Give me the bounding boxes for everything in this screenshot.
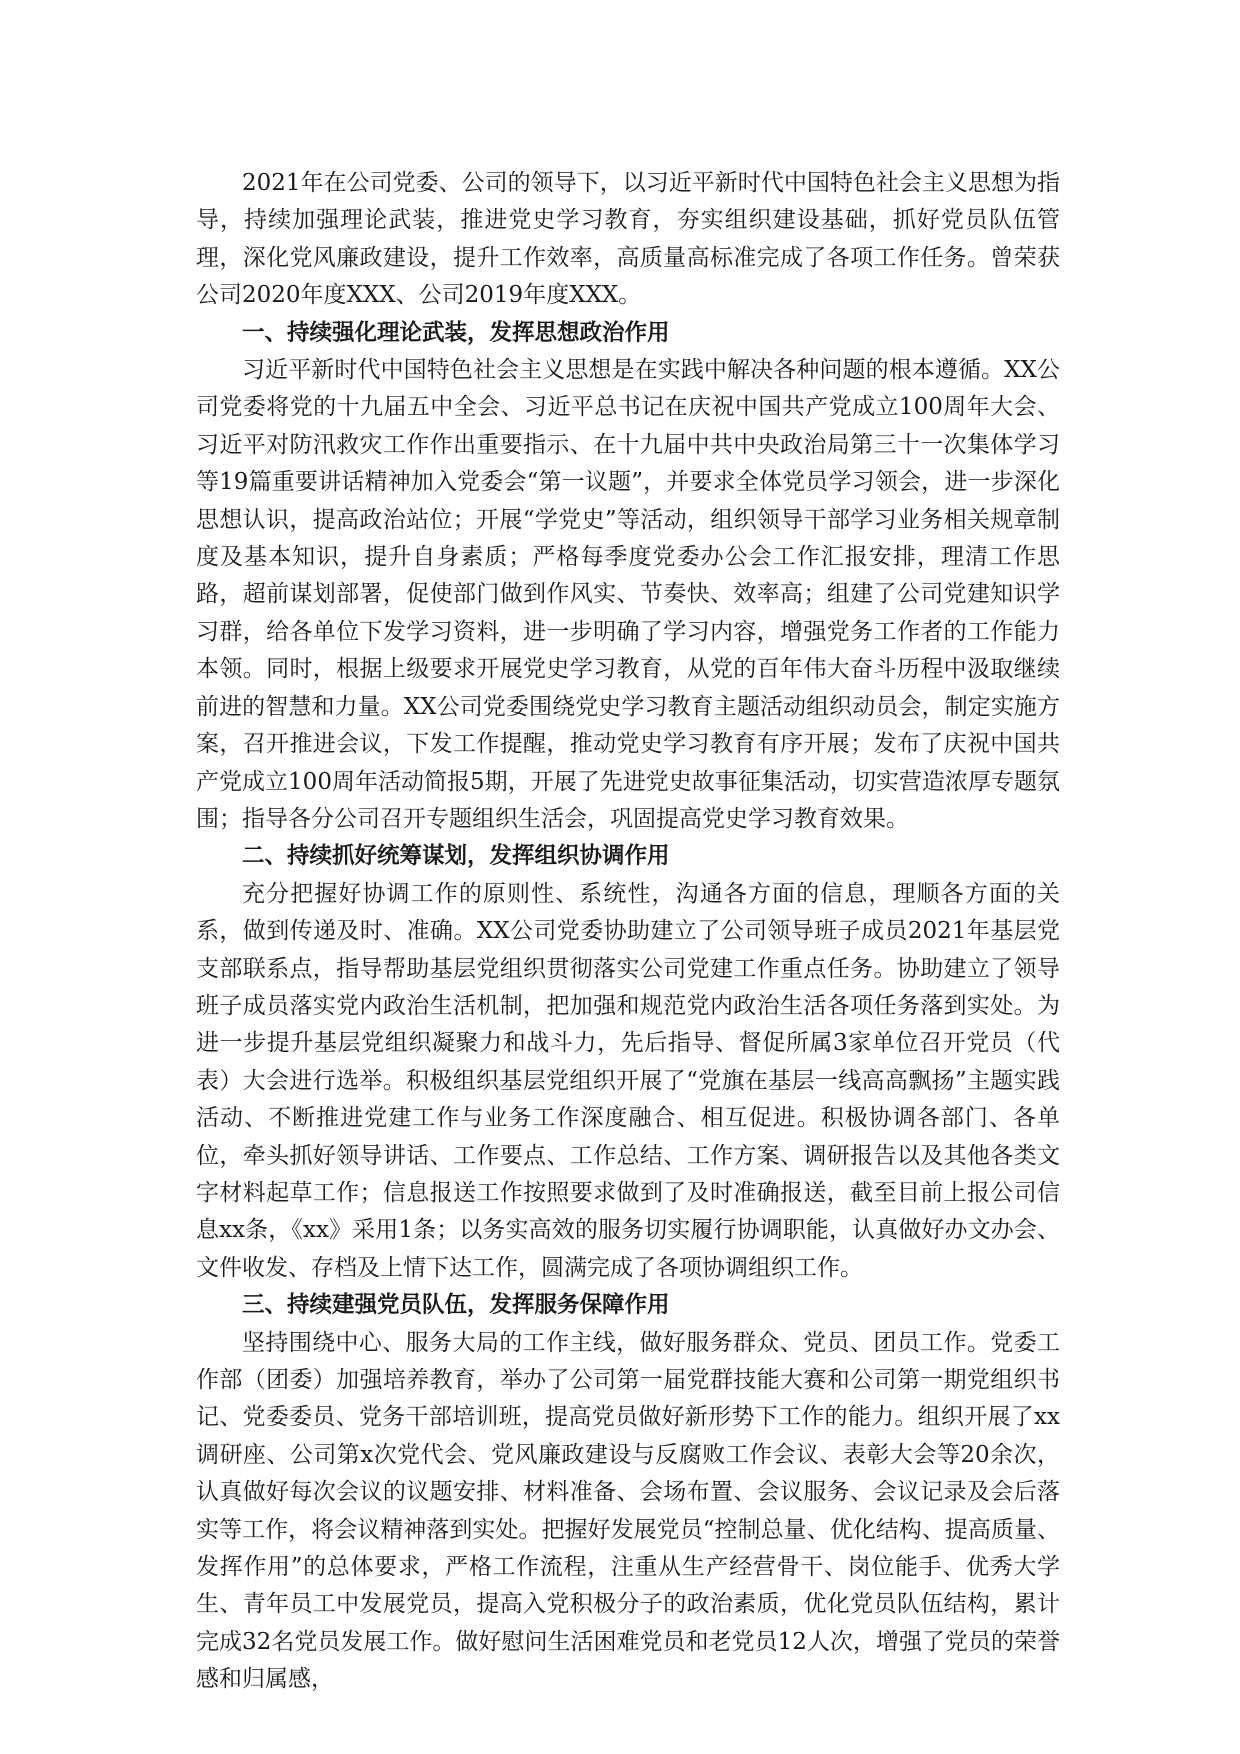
- section-3-body: 坚持围绕中心、服务大局的工作主线，做好服务群众、党员、团员工作。党委工作部（团委）加强培养教育，举办了公司第一届党群技能大赛和公司第一期党组织书记、党委委员、党务干部培训班，提高党员做好新形势下工作的能力。组织开展了xx调研座、公司第x次党代会、党风廉政建设与反腐败工作会议、表彰大会等20余次，认真做好每次会议的议题安排、材料准备、会场布置、会议服务、会议记录及会后落实等工作，将会议精神落到实处。把握好发展党员“控制总量、优化结构、提高质量、发挥作用”的总体要求，严格工作流程，注重从生产经营骨干、岗位能手、优秀大学生、青年员工中发展党员，提高入党积极分子的政治素质，优化党员队伍结构，累计完成32名党员发展工作。做好慰问生活困难党员和老党员12人次，增强了党员的荣誉感和归属感，: [196, 1329, 1060, 1693]
- section-1-body: 习近平新时代中国特色社会主义思想是在实践中解决各种问题的根本遵循。XX公司党委将党的十九届五中全会、习近平总书记在庆祝中国共产党成立100周年大会、习近平对防汛救灾工作作出重要指示、在十九届中共中央政治局第三十一次集体学习等19篇重要讲话精神加入党委会“第一议题”，并要求全体党员学习领会，进一步深化思想认识，提高政治站位；开展“学党史”等活动，组织领导干部学习业务相关规章制度及基本知识，提升自身素质；严格每季度党委办公会工作汇报安排，理清工作思路，超前谋划部署，促使部门做到作风实、节奏快、效率高；组建了公司党建知识学习群，给各单位下发学习资料，进一步明确了学习内容，增强党务工作者的工作能力本领。同时，根据上级要求开展党史学习教育，从党的百年伟大奋斗历程中汲取继续前进的智慧和力量。XX公司党委围绕党史学习教育主题活动组织动员会，制定实施方案，召开推进会议，下发工作提醒，推动党史学习教育有序开展；发布了庆祝中国共产党成立100周年活动简报5期，开展了先进党史故事征集活动，切实营造浓厚专题氛围；指导各分公司召开专题组织生活会，巩固提高党史学习教育效果。: [196, 357, 1060, 832]
- intro-paragraph: 2021年在公司党委、公司的领导下，以习近平新时代中国特色社会主义思想为指导，持续加强理论武装，推进党史学习教育，夯实组织建设基础，抓好党员队伍管理，深化党风廉政建设，提升工作效率，高质量高标准完成了各项工作任务。曾荣获公司2020年度XXX、公司2019年度XXX。: [196, 170, 1060, 309]
- section-2-heading: 二、持续抓好统筹谋划，发挥组织协调作用: [242, 843, 670, 870]
- section-1-heading: 一、持续强化理论武装，发挥思想政治作用: [242, 319, 670, 346]
- section-2-body: 充分把握好协调工作的原则性、系统性，沟通各方面的信息，理顺各方面的关系，做到传递及时、准确。XX公司党委协助建立了公司领导班子成员2021年基层党支部联系点，指导帮助基层党组织贯彻落实公司党建工作重点任务。协助建立了领导班子成员落实党内政治生活机制，把加强和规范党内政治生活各项任务落到实处。为进一步提升基层党组织凝聚力和战斗力，先后指导、督促所属3家单位召开党员（代表）大会进行选举。积极组织基层党组织开展了“党旗在基层一线高高飘扬”主题实践活动、不断推进党建工作与业务工作深度融合、相互促进。积极协调各部门、各单位，牵头抓好领导讲话、工作要点、工作总结、工作方案、调研报告以及其他各类文字材料起草工作；信息报送工作按照要求做到了及时准确报送，截至目前上报公司信息xx条，《xx》采用1条；以务实高效的服务切实履行协调职能，认真做好办文办会、文件收发、存档及上情下达工作，圆满完成了各项协调组织工作。: [196, 880, 1060, 1281]
- section-3-heading: 三、持续建强党员队伍，发挥服务保障作用: [242, 1292, 670, 1319]
- document-page: [196, 165, 1060, 1699]
